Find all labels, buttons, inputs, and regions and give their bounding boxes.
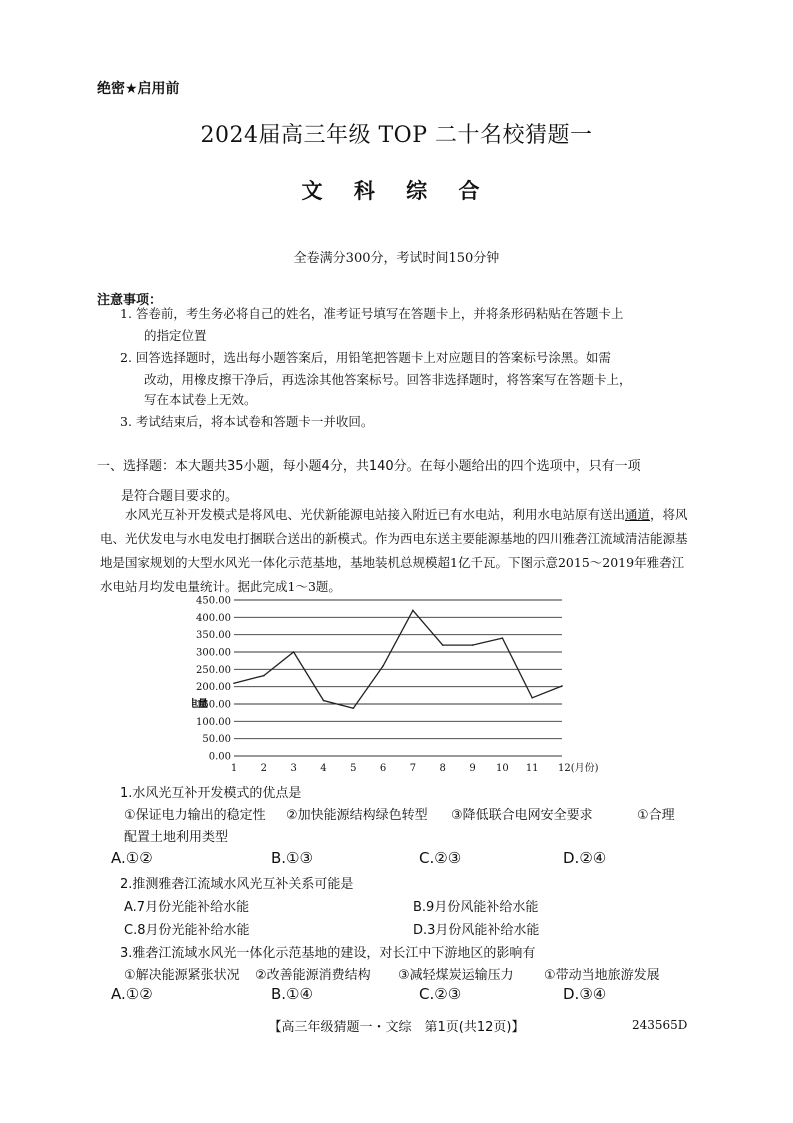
exam-meta: 全卷满分300分，考试时间150分钟	[293, 251, 500, 266]
note-line: 1. 答卷前，考生务必将自己的姓名，准考证号填写在答题卡上，并将条形码粘贴在答题卡上	[120, 306, 624, 321]
q1-option-d[interactable]: D.②④	[563, 849, 607, 867]
x-tick-label: 12(月份)	[558, 763, 599, 774]
subject-title: 文 科 综 合	[301, 178, 492, 203]
passage-underlined: 通道	[625, 507, 651, 522]
note-line: 写在本试卷上无效。	[144, 392, 257, 407]
y-tick-label: 450.00	[196, 595, 231, 607]
y-tick-label: 250.00	[196, 664, 231, 676]
x-tick-label: 1	[230, 763, 238, 774]
x-tick-label: 11	[525, 763, 539, 774]
data-point	[382, 665, 384, 667]
x-tick-label: 4	[320, 763, 327, 774]
question-2-stem: 2.推测雅砻江流域水风光互补关系可能是	[120, 877, 354, 892]
q3-statement: ①解决能源紧张状况	[124, 968, 240, 983]
q3-statement: ②改善能源消费结构	[255, 968, 371, 983]
y-tick-label: 0.00	[208, 751, 231, 763]
y-tick-label: 200.00	[196, 682, 231, 694]
y-axis-label: 电量	[192, 699, 208, 710]
note-line: 2. 回答选择题时，选出每小题答案后，用铅笔把答题卡上对应题目的答案标号涂黑。如需	[120, 350, 611, 365]
x-tick-label: 2	[260, 763, 268, 774]
passage-part-1: 水风光互补开发模式是将风电、光伏新能源电站接入附近已有水电站，利用水电站原有送出	[125, 507, 626, 522]
x-tick-label: 5	[350, 763, 357, 774]
notes-heading: 注意事项：	[97, 293, 163, 308]
data-point	[293, 651, 295, 653]
data-point	[442, 644, 444, 646]
note-line: 的指定位置	[144, 328, 207, 343]
y-tick-label: 150.00	[196, 699, 231, 711]
q3-option-d[interactable]: D.③④	[563, 985, 607, 1003]
page-footer: 【高三年级猜题一・文综 第1页(共12页)】	[268, 1020, 525, 1035]
q1-statement: ②加快能源结构绿色转型	[286, 808, 428, 823]
q1-option-b[interactable]: B.①③	[271, 849, 313, 867]
q1-statement: ③降低联合电网安全要求	[451, 808, 593, 823]
q3-option-c[interactable]: C.②③	[419, 985, 462, 1003]
q3-statement: ①带动当地旅游发展	[544, 968, 660, 983]
x-tick-label: 10	[495, 763, 509, 774]
data-point	[412, 610, 414, 612]
data-point	[263, 675, 265, 677]
line-chart	[192, 592, 612, 777]
q1-statement: ①合理	[637, 808, 675, 823]
q2-option-a[interactable]: A.7月份光能补给水能	[124, 900, 250, 915]
data-point	[561, 685, 563, 687]
x-tick-label: 7	[409, 763, 417, 774]
data-point	[502, 637, 504, 639]
y-tick-label: 350.00	[196, 630, 231, 642]
q1-statement: ①保证电力输出的稳定性	[124, 808, 266, 823]
q3-option-b[interactable]: B.①④	[271, 985, 313, 1003]
chart-svg	[192, 592, 612, 777]
q1-option-a[interactable]: A.①②	[111, 849, 153, 867]
y-tick-label: 400.00	[196, 612, 231, 624]
x-tick-label: 6	[379, 763, 387, 774]
q1-statement: 配置土地利用类型	[124, 830, 229, 845]
y-tick-label: 300.00	[196, 647, 231, 659]
series-line	[234, 610, 562, 708]
confidential-label: 绝密★启用前	[97, 81, 180, 97]
q3-statement: ③减轻煤炭运输压力	[398, 968, 514, 983]
data-point	[472, 644, 474, 646]
paper-code: 243565D	[632, 1018, 688, 1032]
data-point	[233, 682, 235, 684]
q1-option-c[interactable]: C.②③	[419, 849, 462, 867]
data-point	[323, 700, 325, 702]
note-line: 改动，用橡皮擦干净后，再选涂其他答案标号。回答非选择题时，将答案写在答题卡上，	[144, 372, 632, 387]
passage-part-2: ，将风电、光伏发电与水电发电打捆联合送出的新模式。作为西电东送主要能源基地的四川雅砻江流域清洁能源基地是国家规划的大型水风光一体化示范基地，基地装机总规模超1亿千瓦。下图示意2015～2019年雅砻江水电站月均发电量统计。据此完成1～3题。	[100, 507, 688, 594]
note-line: 3. 考试结束后，将本试卷和答题卡一并收回。	[120, 414, 374, 429]
section-line-1: 一、选择题：本大题共35小题，每小题4分，共140分。在每小题给出的四个选项中，只有一项	[97, 459, 641, 474]
question-3-stem: 3.雅砻江流域水风光一体化示范基地的建设，对长江中下游地区的影响有	[120, 946, 536, 961]
exam-title: 2024届高三年级 TOP 二十名校猜题一	[200, 123, 593, 148]
data-point	[531, 697, 533, 699]
q2-option-b[interactable]: B.9月份风能补给水能	[413, 900, 539, 915]
x-tick-label: 9	[469, 763, 476, 774]
q3-option-a[interactable]: A.①②	[111, 985, 153, 1003]
x-tick-label: 3	[290, 763, 297, 774]
data-point	[352, 707, 354, 709]
q2-option-d[interactable]: D.3月份风能补给水能	[413, 923, 540, 938]
passage	[100, 503, 690, 599]
section-line-2: 是符合题目要求的。	[121, 489, 239, 504]
y-tick-label: 50.00	[202, 734, 231, 746]
q2-option-c[interactable]: C.8月份光能补给水能	[124, 923, 250, 938]
question-1-stem: 1.水风光互补开发模式的优点是	[120, 786, 302, 801]
x-tick-label: 8	[439, 763, 446, 774]
y-tick-label: 100.00	[196, 716, 231, 728]
